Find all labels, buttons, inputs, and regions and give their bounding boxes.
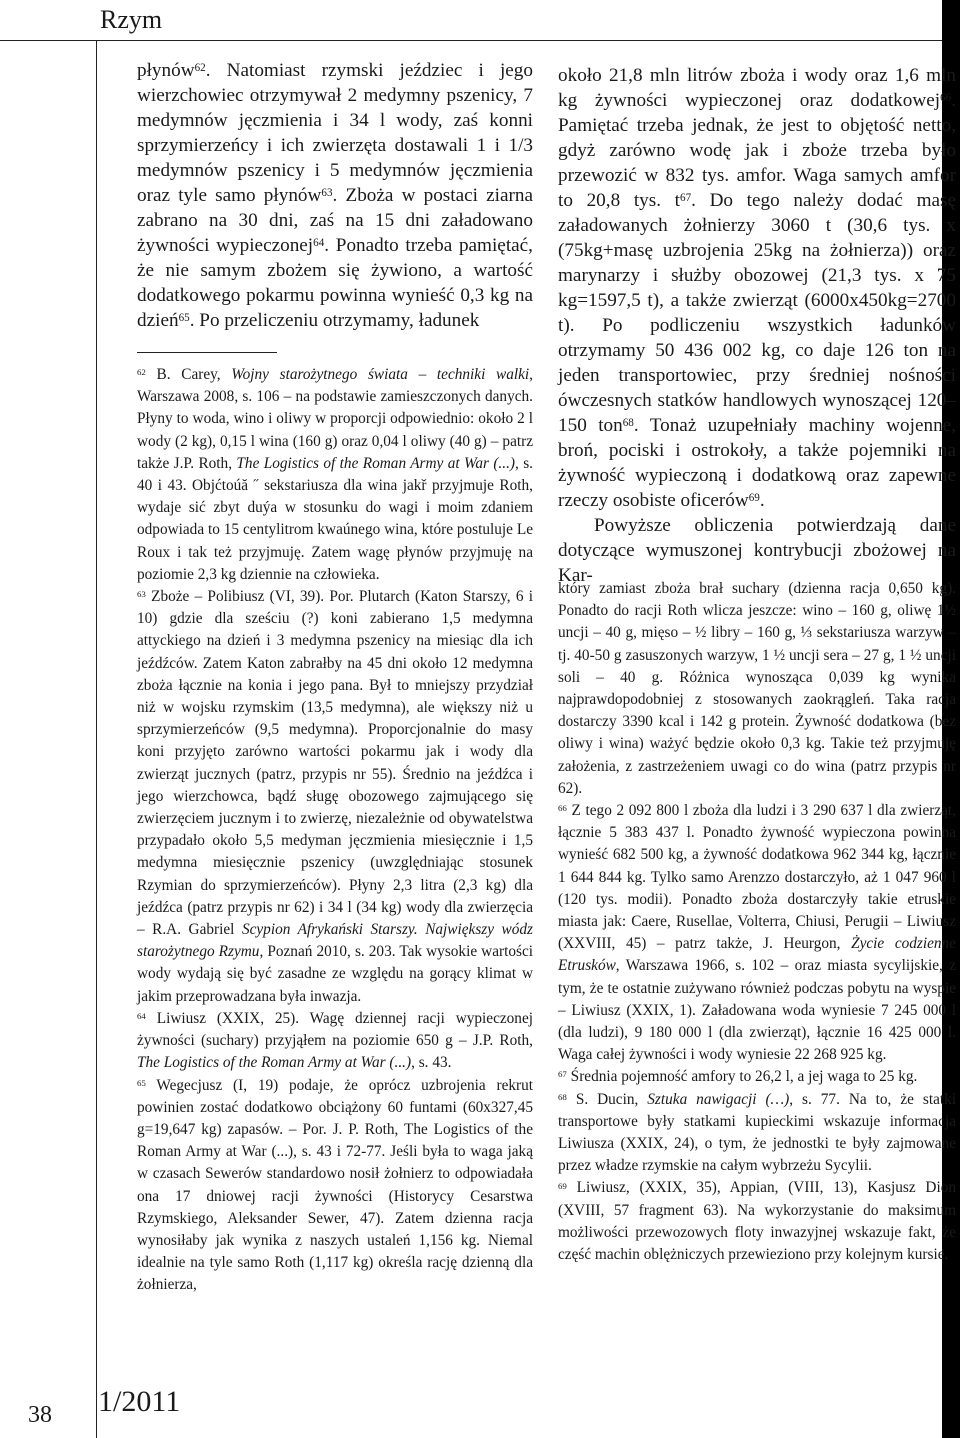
section-title: Rzym [100,5,163,34]
body-paragraph-right-1 [558,63,956,513]
text-run: Z tego 2 092 800 l zboża dla ludzi i 3 290 637 l dla zwierząt, łącznie 5 383 437 l. Ponadto żywność wypieczona powinna wynieść 682 500 kg, a żywność dodatkowa 962 344 kg, łącznie 1 644 844 kg. Tylko samo Arenzzo dostarczyło, aż 1 047 960 l (120 tys. modii). Ponadto zboża dostarczyły takie etruskie miasta jak: Caere, Rusellae, Volterra, Chiusi, Perugii – Liwiusz (XXVIII, 45) – patrz także, J. Heurgon, [558,802,956,953]
running-header [0,0,942,41]
text-run: który zamiast zboża brał suchary (dzienna racja 0,650 kg). Ponadto do racji Roth wlicza jeszcze: wino – 160 g, oliwę 1½ uncji – 40 g, mięso – ½ libry – 160 g, ⅓ sekstariusza warzyw – tj. 40-50 g zasuszonych warzyw, 1 ½ uncji sera – 27 g, 1 ½ uncji soli – 40 g. Różnica wynosząca 0,039 kg wynika najprawdopodobniej z stosowanych zaokrągleń. Taka racja dostarczy 3390 kcal i 142 g protein. Żywność dodatkowa (bez oliwy i wina) ważyć będzie około 0,3 kg. Takie też przyjmuję założenia, z zastrzeżeniem uwagi co do wina (patrz przypis nr 62). [558,580,956,797]
text-run: . Ponadto trzeba pamiętać, że nie samym zbożem się żywiono, a wartość dodatkowego pokarmu powinna wynieść 0,3 kg na dzień [137,235,533,331]
footnote [558,800,956,1066]
italic-text: The Logistics of the Roman Army at War (...) [236,454,515,472]
footnote-ref: 66 [558,803,567,814]
right-column-body [558,63,956,588]
text-run: . Do tego należy dodać masę załadowanych żołnierzy 3060 t (30,6 tys. x (75kg+masę uzbrojenia 25kg na żołnierza)) oraz marynarzy i służby obozowej (21,3 tys. x 75 kg=1597,5 t), a także zwierząt (6000x450kg=2700 t). Po podliczeniu wszystkich ładunków otrzymamy 50 436 002 kg, co daje 126 ton na jeden transportowiec, przy średniej nośności ówczesnych statków handlowych wynoszącej 120–150 ton [558,190,956,436]
text-run: , Warszawa 2008, s. 106 – na podstawie zamieszczonych danych. Płyny to woda, wino i oliwy w proporcji odpowiednio: około 2 l wody (2 kg), 0,15 l wina (160 g) oraz 0,04 l oliwy (40 g) – patrz także J.P. Roth, [137,366,533,472]
text-run: , s. 77. Na to, że statki transportowe były statkami kupieckimi wskazuje informacja Liwiusza (XXIX, 24), o tym, że jednostki te były zajmowane przez władze rzymskie na całym wybrzeżu Sycylii. [558,1090,957,1175]
italic-text: Życie codzienne Etrusków [558,935,956,975]
text-run: . Tonaż uzupełniały machiny wojenne, broń, pociski i ostrokoły, a także pojemniki na żywność wypieczoną i dodatkową oraz zapewne rzeczy osobiste oficerów [558,415,956,511]
footnote [558,1066,956,1088]
text-run: S. Ducin, [566,1090,648,1108]
footnote-ref: 63 [137,589,146,600]
text-run: , s. 43. [411,1054,452,1072]
footnote-ref: 67 [558,1069,567,1080]
text-run: . [759,490,765,511]
footnote-ref: 68 [558,1091,567,1102]
footnote-ref: 69 [748,492,760,504]
text-run: . Pamiętać trzeba jednak, że jest to objętość netto, gdyż zarówno wodę jak i zboże trzeba było przewozić w 832 tys. amfor. Waga samych amfor to 20,8 tys. t [558,90,956,211]
italic-text: The Logistics of the Roman Army at War (...) [137,1054,412,1072]
text-run: Liwiusz (XXIX, 25). Wagę dziennej racji wypieczonej żywności (suchary) przyjąłem na poziomie 650 g – J.P. Roth, [137,1009,533,1050]
body-paragraph-right-2 [558,513,956,588]
italic-text: Scypion Afrykański Starszy. Największy wódz starożytnego Rzymu [137,921,533,961]
body-paragraph-left [137,58,533,333]
footnote-ref: 63 [321,187,333,199]
text-run: , Warszawa 1966, s. 102 – oraz miasta sycylijskie, z tym, że te ostatnie zużywano również podczas pobytu na wyspie – Liwiusz (XXIX, 1). Załadowana woda wyniesie 7 245 000 l (dla ludzi), 9 180 000 l (dla zwierząt), łącznie 16 425 000 l. Waga całej żywności i wody wyniesie 22 268 925 kg. [558,957,956,1064]
italic-text: Sztuka nawigacji (…) [647,1090,790,1108]
footnote-ref: 65 [178,312,190,324]
footnote-ref: 65 [137,1077,146,1088]
footnote [137,586,533,1008]
margin-rule [96,40,97,1438]
footnote [137,1075,533,1297]
issue-number: 1/2011 [98,1385,181,1418]
footnote-ref: 62 [194,62,206,74]
text-run: około 21,8 mln litrów zboża i wody oraz 1,6 mln kg żywności wypieczonej oraz dodatkowej [558,65,956,111]
footnote [558,578,956,800]
footnote [558,1177,956,1266]
footnote-ref: 64 [137,1010,146,1021]
footnote [558,1089,956,1178]
footnotes-left [137,364,533,1297]
text-run: B. Carey, [145,366,232,383]
text-run: . Po przeliczeniu otrzymamy, ładunek [189,310,480,331]
text-run: Średnia pojemność amfory to 26,2 l, a jej waga to 25 kg. [566,1068,918,1086]
footnote [137,364,533,586]
footnote-ref: 66 [940,92,952,104]
italic-text: Wojny starożytnego świata – techniki walki [231,366,530,383]
footnote [137,1008,533,1075]
footnote-ref: 69 [558,1180,567,1191]
footnote-separator [137,352,277,353]
footnote-ref: 67 [680,192,692,204]
text-run: płynów [137,60,195,81]
page-number: 38 [28,1402,52,1428]
footnote-ref: 64 [313,237,325,249]
text-run: Liwiusz, (XXIX, 35), Appian, (VIII, 13), Kasjusz Dion (XVIII, 57 fragment 63). Na wykorzystanie do maksimum możliwości przewozowych floty inwazyjnej wskazuje fakt, że część machin oblężniczych przewieziono przy kolejnym kursie. [558,1179,956,1264]
text-run: , Poznań 2010, s. 203. Tak wysokie wartości wody wydają się być zasadne ze względu na gorący klimat w jakim przeprowadzana była inwazja. [137,943,533,1005]
text-run: . Zboża w postaci ziarna zabrano na 30 dni, zaś na 15 dni załadowano żywności wypieczonej [137,185,533,256]
footnote-ref: 62 [137,367,146,378]
text-run: Zboże – Polibiusz (VI, 39). Por. Plutarch (Katon Starszy, 6 i 10) gdzie dla sześciu (?) koni zabierano 1,5 medymna attyckiego na dzień i 3 medymna pszenicy na miesiąc dla ich jeźdźców. Zatem Katon zabrałby na 45 dni około 12 medymna zboża łącznie na konia i jego pana. Był to mniejszy przydział niż w wojsku rzymskim (13,5 medymna), ale większy niż u sprzymierzeńców (9,5 medymna). Proporcjonalnie do masy koni przyjęto zarówno wartości pokarmu jak i wody dla zwierząt jucznych (patrz, przypis nr 55). Średnio na jeźdźca i jego wierzchowca, bądź sługę obozowego zajmującego się zwierzęciem jucznym i to zwierzę, niezależnie od obywatelstwa przypadało około 5,5 medyman jęczmienia miesięcznie i 1,5 medymna miesięcznie pszenicy (uwzględniając stosunek Rzymian do sprzymierzeńców). Płyny 2,3 litra (2,3 kg) dla jeźdźca (patrz przypis nr 62) i 34 l (34 kg) wody dla zwierzęcia – R.A. Gabriel [137,588,533,939]
text-run: Powyższe obliczenia potwierdzają dane dotyczące wymuszonej kontrybucji zbożowej na Kar- [558,515,956,586]
text-run: Wegecjusz (I, 19) podaje, że oprócz uzbrojenia rekrut powinien zostać dodatkowo obciążony 60 funtami (60x327,45 g=19,647 kg) zapasów. – Por. J. P. Roth, The Logistics of the Roman Army at War (...), s. 43 i 72-77. Jeśli była to waga jaką w czasach Sewerów standardowo nosił żołnierz to odpowiadała ona 17 dniowej racji żywności (Historycy Cesarstwa Rzymskiego, Aleksander Sewer, 47). Zatem dzienna racja wynosiłaby jak wynika z naszych ustaleń 1,156 kg. Niemal idealnie na tyle samo Roth (1,117 kg) określa rację dzienną dla żołnierza, [137,1076,533,1294]
text-run: . Natomiast rzymski jeździec i jego wierzchowiec otrzymywał 2 medymny pszenicy, 7 medymnów jęczmienia i 34 l wody, zaś konni sprzymierzeńcy i ich zwierzęta dostawali 1 i 1/3 medymnów pszenicy i 5 medymnów jęczmienia oraz tyle samo płynów [137,60,533,206]
left-column-body [137,58,533,333]
footnotes-right [558,578,956,1266]
text-run: , s. 40 i 43. Objćtoúă ˝ sekstariusza dla wina jakř przyjmuje Roth, wydaje sić zbyt duýa w stosunku do wagi i moim zdaniem odpowiada to 15 centylitrom kwaúnego wina, które postuluje Le Roux i tak też przyjmuję. Zatem wagę płynów przyjmuję na poziomie 2,3 kg dziennie na człowieka. [137,454,533,583]
footnote-ref: 68 [622,417,634,429]
